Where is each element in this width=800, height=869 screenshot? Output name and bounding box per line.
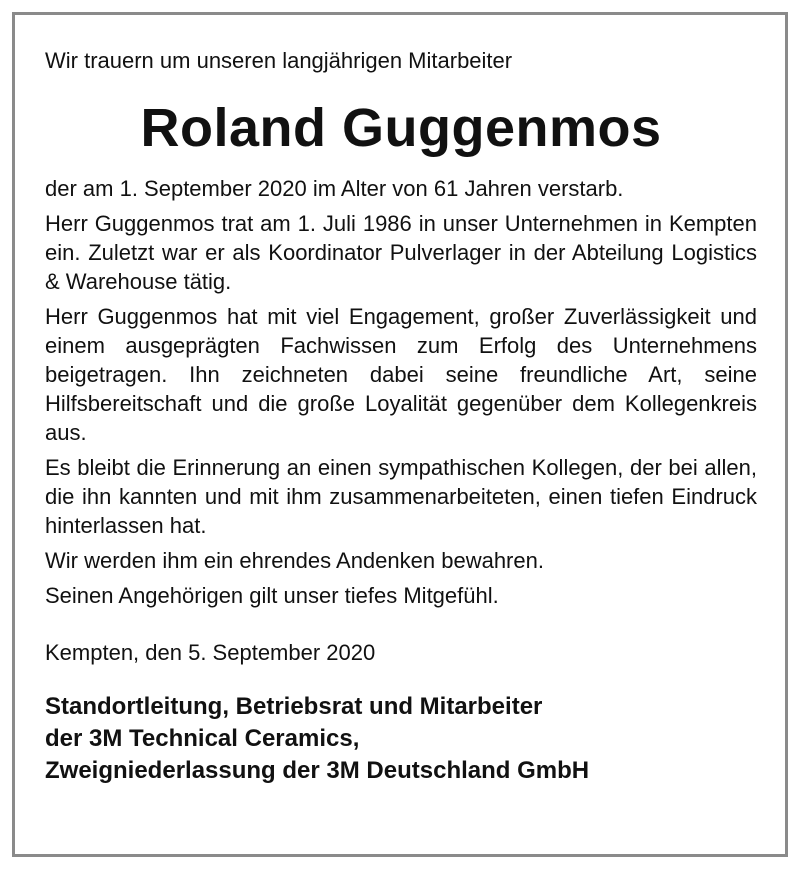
signature-line: Standortleitung, Betriebsrat und Mitarbeiter xyxy=(45,693,543,720)
death-statement: der am 1. September 2020 im Alter von 61 Jahren verstarb. xyxy=(45,176,624,201)
remembrance-line: Wir werden ihm ein ehrendes Andenken bewahren. xyxy=(45,548,544,573)
signature-line: der 3M Technical Ceramics, xyxy=(45,725,360,752)
intro-text: Wir trauern um unseren langjährigen Mitarbeiter xyxy=(45,48,513,73)
memory-paragraph: Es bleibt die Erinnerung an einen sympathischen Kollegen, der bei allen, die ihn kannten und mit ihm zusammenarbeiteten, einen tiefen Eindruck hinterlassen hat. xyxy=(45,455,757,538)
tribute-paragraph: Herr Guggenmos hat mit viel Engagement, großer Zuverlässigkeit und einem ausgeprägten Fachwissen zum Erfolg des Unternehmens beigetragen. Ihn zeichneten dabei seine freundliche Art, seine Hilfsbereitschaft und die große Loyalität gegenüber dem Kollegenkreis aus. xyxy=(45,304,757,445)
signature-block xyxy=(45,691,757,787)
obituary-content xyxy=(45,46,757,787)
place-date: Kempten, den 5. September 2020 xyxy=(45,640,376,665)
deceased-name: Roland Guggenmos xyxy=(140,98,662,158)
condolence-line: Seinen Angehörigen gilt unser tiefes Mitgefühl. xyxy=(45,583,499,608)
employment-paragraph: Herr Guggenmos trat am 1. Juli 1986 in unser Unternehmen in Kempten ein. Zuletzt war er als Koordinator Pulverlager in der Abteilung Logistics & Warehouse tätig. xyxy=(45,211,757,294)
signature-line: Zweigniederlassung der 3M Deutschland GmbH xyxy=(45,757,590,784)
